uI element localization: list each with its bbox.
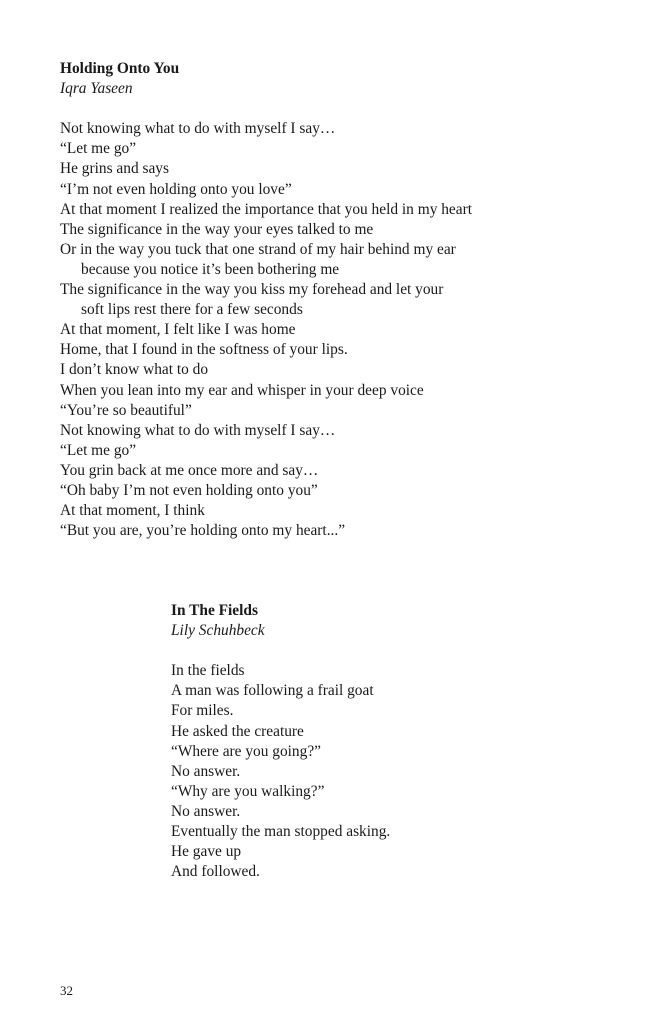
poem-line: Home, that I found in the softness of your lips. (60, 341, 348, 359)
poem-line: The significance in the way you kiss my forehead and let your (60, 281, 444, 299)
poem-line: because you notice it’s been bothering me (81, 260, 340, 278)
poem-line: At that moment, I felt like I was home (60, 321, 296, 339)
poem-line: He gave up (171, 843, 242, 861)
poem-in-the-fields (171, 601, 631, 882)
poem-line: “Let me go” (60, 441, 137, 459)
poem-line: He asked the creature (171, 722, 304, 740)
poem-line: The significance in the way your eyes talked to me (60, 220, 374, 238)
poem-line: Not knowing what to do with myself I say… (60, 120, 336, 138)
poem-line: For miles. (171, 702, 234, 720)
page-number: 32 (60, 983, 73, 998)
poem-holding-onto-you (60, 59, 640, 541)
poem-line: “You’re so beautiful” (60, 401, 192, 419)
poem-line: And followed. (171, 863, 260, 881)
poem-line: At that moment I realized the importance that you held in my heart (60, 200, 472, 218)
poem-line: I don’t know what to do (60, 361, 209, 379)
stanza-gap (60, 99, 640, 119)
poem-line: “Oh baby I’m not even holding onto you” (60, 481, 318, 499)
poem-title: Holding Onto You (60, 60, 180, 77)
poem-line: At that moment, I think (60, 502, 205, 520)
poem-line: soft lips rest there for a few seconds (81, 301, 303, 319)
poem-line: Eventually the man stopped asking. (171, 823, 391, 841)
stanza-gap (171, 641, 631, 661)
poem-line: No answer. (171, 762, 241, 780)
poem-line: “Why are you walking?” (171, 782, 325, 800)
poem-line: You grin back at me once more and say… (60, 461, 319, 479)
poem-line: When you lean into my ear and whisper in your deep voice (60, 381, 424, 399)
poem-lines (60, 119, 640, 541)
poem-line: “Let me go” (60, 140, 137, 158)
poem-author: Lily Schuhbeck (171, 622, 265, 640)
poem-line: No answer. (171, 802, 241, 820)
poem-line: “I’m not even holding onto you love” (60, 180, 292, 198)
poem-line: Not knowing what to do with myself I say… (60, 421, 336, 439)
poem-line: Or in the way you tuck that one strand of my hair behind my ear (60, 240, 456, 258)
poem-line: In the fields (171, 662, 245, 680)
poem-author: Iqra Yaseen (60, 80, 133, 98)
poem-line: “But you are, you’re holding onto my heart...” (60, 522, 346, 540)
poem-lines (171, 661, 631, 882)
poem-line: “Where are you going?” (171, 742, 321, 760)
poem-title: In The Fields (171, 602, 258, 619)
poem-line: He grins and says (60, 160, 169, 178)
poem-line: A man was following a frail goat (171, 682, 374, 700)
